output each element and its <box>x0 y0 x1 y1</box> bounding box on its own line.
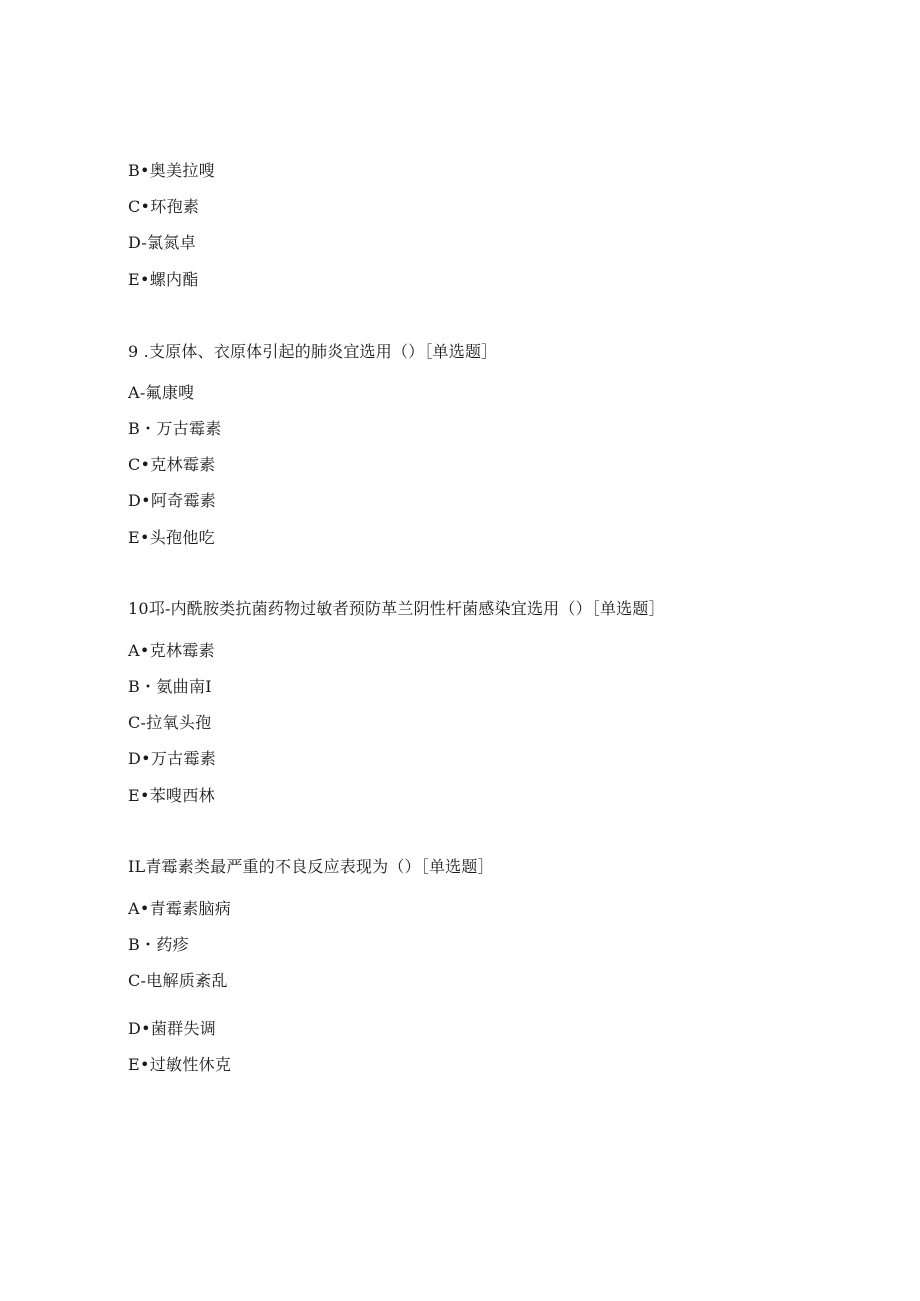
question-11-text: IL青霉素类最严重的不良反应表现为（）［单选题］ <box>128 857 494 876</box>
option-D: D-氯氮卓 <box>128 233 197 252</box>
option-E: E•螺内酯 <box>128 270 199 289</box>
question-9-option-D: D•阿奇霉素 <box>128 491 217 510</box>
question-11-option-E: E•过敏性休克 <box>128 1055 232 1074</box>
question-9-text: 9 .支原体、衣原体引起的肺炎宜选用（）［单选题］ <box>128 342 498 361</box>
question-9-option-A: A-氟康嗖 <box>128 383 195 402</box>
question-11-option-D: D•菌群失调 <box>128 1019 217 1038</box>
question-10-text: 10邛-内酰胺类抗菌药物过敏者预防革兰阴性杆菌感染宜选用（）［单选题］ <box>128 599 665 618</box>
option-B: B•奥美拉嗖 <box>128 161 215 180</box>
question-10-option-D: D•万古霉素 <box>128 749 217 768</box>
question-11-option-A: A•青霉素脑病 <box>128 899 232 918</box>
question-10-option-B: B・氨曲南I <box>128 677 212 696</box>
question-9-option-B: B・万古霉素 <box>128 419 222 438</box>
question-10-option-E: E•苯嗖西林 <box>128 786 215 805</box>
question-11-option-B: B・药疹 <box>128 935 189 954</box>
question-10-option-A: A•克林霉素 <box>128 641 215 660</box>
question-9-option-C: C•克林霉素 <box>128 455 216 474</box>
question-9-option-E: E•头孢他吃 <box>128 528 215 547</box>
question-11-option-C: C-电解质紊乱 <box>128 971 228 990</box>
question-10-option-C: C-拉氧头孢 <box>128 713 212 732</box>
option-C: C•环孢素 <box>128 197 200 216</box>
